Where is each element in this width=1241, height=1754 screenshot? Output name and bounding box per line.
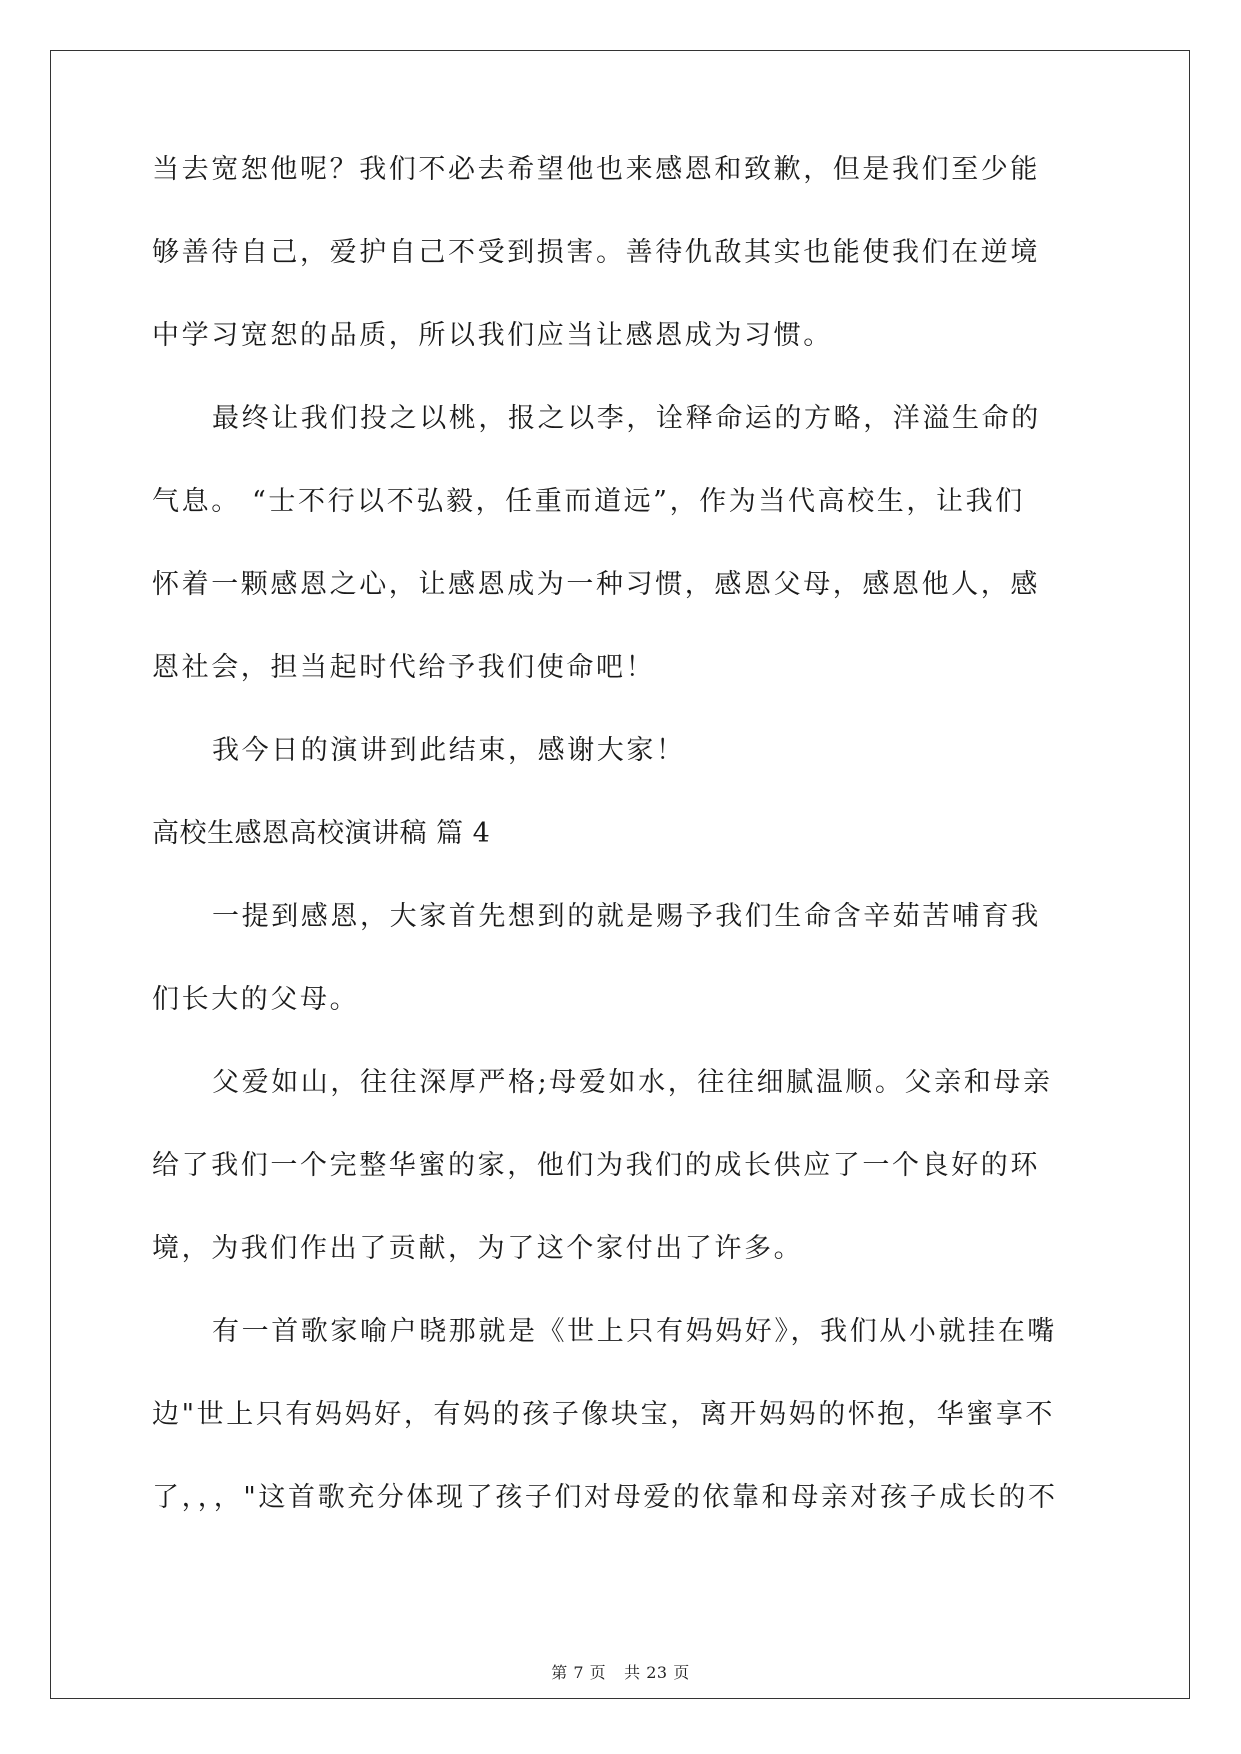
paragraph-first-line: 最终让我们投之以桃，报之以李，诠释命运的方略，洋溢生命的 bbox=[212, 403, 1041, 434]
text-line: 恩社会，担当起时代给予我们使命吧！ bbox=[152, 652, 656, 683]
section-heading: 高校生感恩高校演讲稿 篇 4 bbox=[152, 818, 491, 849]
page-footer bbox=[0, 1660, 1241, 1683]
text-line: 中学习宽恕的品质，所以我们应当让感恩成为习惯。 bbox=[152, 320, 833, 351]
text-line: 了，，，"这首歌充分体现了孩子们对母爱的依靠和母亲对孩子成长的不 bbox=[152, 1482, 1058, 1513]
paragraph-first-line: 一提到感恩，大家首先想到的就是赐予我们生命含辛茹苦哺育我 bbox=[212, 901, 1041, 932]
text-line: 当去宽恕他呢？我们不必去希望他也来感恩和致歉，但是我们至少能 bbox=[152, 154, 1040, 185]
text-line: 给了我们一个完整华蜜的家，他们为我们的成长供应了一个良好的环 bbox=[152, 1150, 1040, 1181]
text-line: 怀着一颗感恩之心，让感恩成为一种习惯，感恩父母，感恩他人，感 bbox=[152, 569, 1040, 600]
paragraph-first-line: 父爱如山，往往深厚严格;母爱如水，往往细腻温顺。父亲和母亲 bbox=[212, 1067, 1053, 1098]
paragraph-first-line: 有一首歌家喻户晓那就是《世上只有妈妈好》，我们从小就挂在嘴 bbox=[212, 1316, 1057, 1347]
paragraph-first-line: 我今日的演讲到此结束，感谢大家！ bbox=[212, 735, 686, 766]
page-total: 共 23 页 bbox=[624, 1663, 690, 1682]
text-line: 境，为我们作出了贡献，为了这个家付出了许多。 bbox=[152, 1233, 804, 1264]
text-line: 边"世上只有妈妈好，有妈的孩子像块宝，离开妈妈的怀抱，华蜜享不 bbox=[152, 1399, 1056, 1430]
text-line: 们长大的父母。 bbox=[152, 984, 360, 1015]
text-line: 气息。 “士不行以不弘毅，任重而道远”，作为当代高校生，让我们 bbox=[152, 486, 1025, 517]
page-number: 第 7 页 bbox=[551, 1663, 607, 1682]
text-line: 够善待自己，爱护自己不受到损害。善待仇敌其实也能使我们在逆境 bbox=[152, 237, 1040, 268]
page-border bbox=[50, 50, 1190, 1699]
